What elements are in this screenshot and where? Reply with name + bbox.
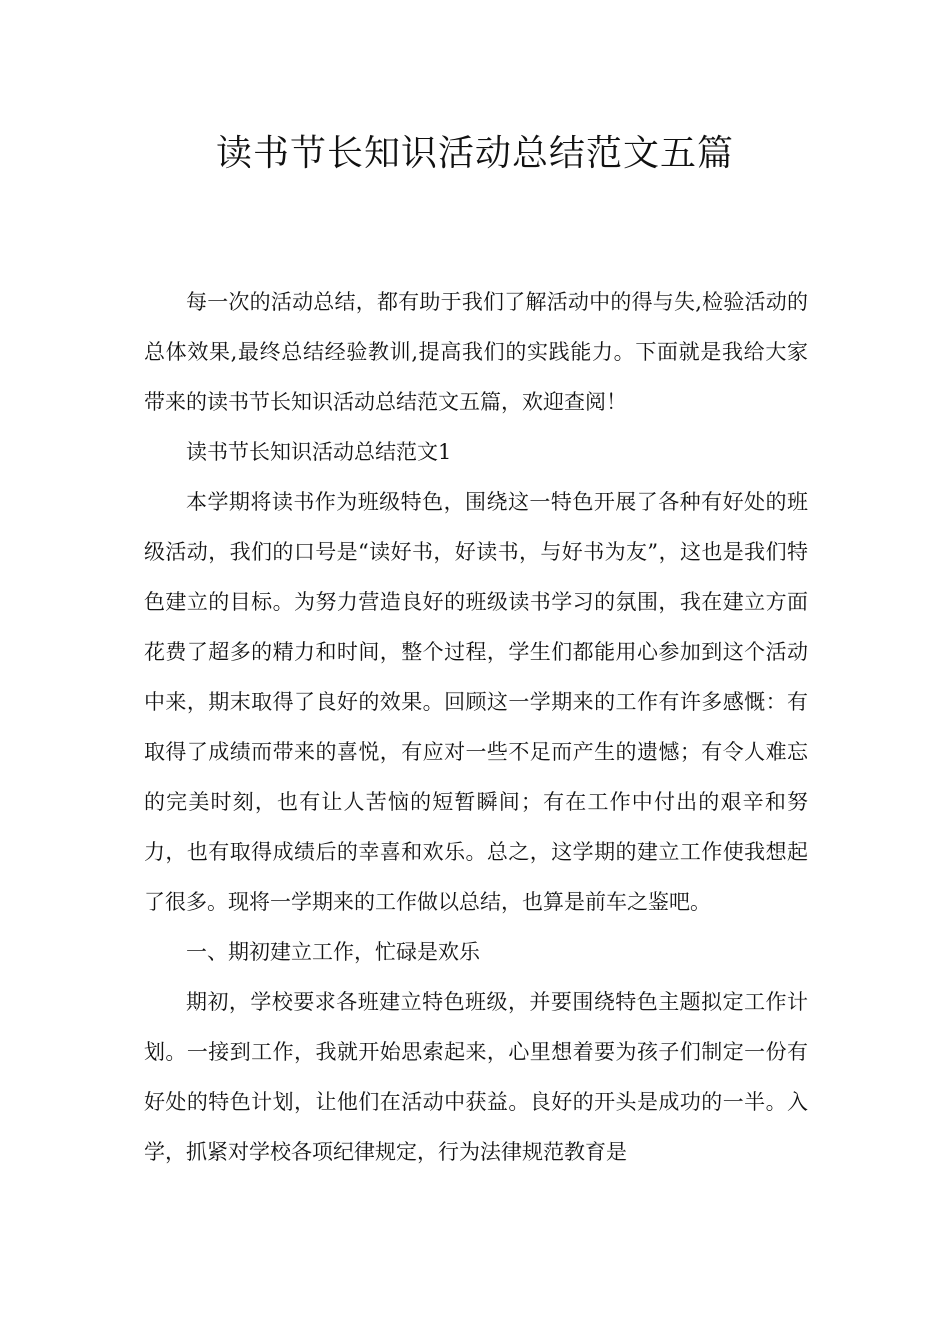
body-paragraph: 期初，学校要求各班建立特色班级，并要围绕特色主题拟定工作计划。一接到工作，我就开始思索起来，心里想着要为孩子们制定一份有好处的特色计划，让他们在活动中获益。良好的开头是成功的一半。入学，抓紧对学校各项纪律规定，行为法律规范教育是: [144, 990, 808, 1164]
document-title: 读书节长知识活动总结范文五篇: [215, 133, 734, 174]
section-heading-1: 读书节长知识活动总结范文1: [186, 440, 452, 464]
intro-paragraph: 每一次的活动总结，都有助于我们了解活动中的得与失,检验活动的总体效果,最终总结经验教训,提高我们的实践能力。下面就是我给大家带来的读书节长知识活动总结范文五篇，欢迎查阅！: [144, 290, 808, 414]
subsection-heading: 一、期初建立工作，忙碌是欢乐: [186, 940, 480, 964]
body-paragraph: 本学期将读书作为班级特色，围绕这一特色开展了各种有好处的班级活动，我们的口号是“读好书，好读书，与好书为友”，这也是我们特色建立的目标。为努力营造良好的班级读书学习的氛围，我在建立方面花费了超多的精力和时间，整个过程，学生们都能用心参加到这个活动中来，期末取得了良好的效果。回顾这一学期来的工作有许多感慨：有取得了成绩而带来的喜悦，有应对一些不足而产生的遗憾；有令人难忘的完美时刻，也有让人苦恼的短暂瞬间；有在工作中付出的艰辛和努力，也有取得成绩后的幸喜和欢乐。总之，这学期的建立工作使我想起了很多。现将一学期来的工作做以总结，也算是前车之鉴吧。: [144, 490, 808, 914]
document-body: [144, 277, 808, 1177]
